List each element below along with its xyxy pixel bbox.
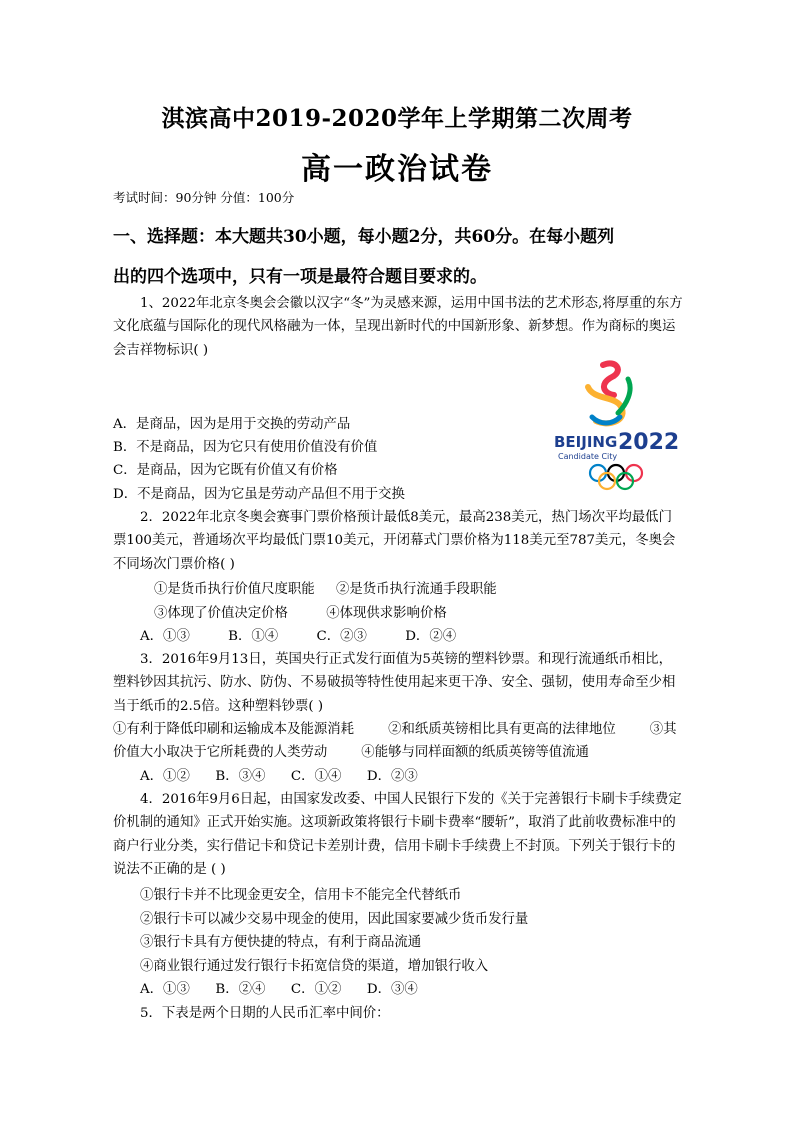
q4-stem: 4．2016年9月6日起，由国家发改委、中国人民银行下发的《关于完善银行卡刷卡手续费定价机制的通知》正式开始实施。这项新政策将银行卡刷卡费率“腰斩”，取消了此前收费标准中的商户行业分类，实行借记卡和贷记卡差别计费，信用卡刷卡手续费上不封顶。下列关于银行卡的说法不正确的是 ( ) [113, 792, 682, 878]
q3-choices: A．①② B．③④ C．①④ D．②③ [140, 769, 418, 784]
q2-stem: 2．2022年北京冬奥会赛事门票价格预计最低8美元，最高238美元，热门场次平均最低门票100美元，普通场次平均最低门票10美元，开闭幕式门票价格为118美元至787美元，冬奥会不同场次门票价格( ) [113, 510, 676, 572]
q2-choices: A．①③ B．①④ C．②③ D．②④ [140, 629, 457, 644]
q1-option-a: A．是商品，因为是用于交换的劳动产品 [113, 417, 351, 432]
exam-title: 淇滨高中2019-2020学年上学期第二次周考 [161, 105, 633, 132]
section-heading-line2: 出的四个选项中，只有一项是最符合题目要求的。 [113, 267, 487, 287]
logo-year: 2022 [618, 430, 678, 455]
beijing-2022-logo [548, 355, 678, 495]
beijing-2022-emblem-icon [548, 355, 678, 495]
q4-option-4: ④商业银行通过发行银行卡拓宽信贷的渠道，增加银行收入 [140, 959, 489, 974]
exam-subtitle: 高一政治试卷 [301, 152, 493, 187]
q4-choices: A．①③ B．②④ C．①② D．③④ [140, 982, 418, 997]
logo-text: BEIJING [554, 433, 618, 451]
q1-option-d: D．不是商品，因为它虽是劳动产品但不用于交换 [113, 487, 405, 502]
logo-sub: Candidate City [558, 452, 618, 461]
section-heading-line1: 一、选择题：本大题共30小题，每小题2分，共60分。在每小题列 [113, 227, 615, 247]
q4-option-2: ②银行卡可以减少交易中现金的使用，因此国家要减少货币发行量 [140, 912, 529, 927]
q1-option-c: C．是商品，因为它既有价值又有价格 [113, 463, 338, 478]
q3-stem: 3．2016年9月13日，英国央行正式发行面值为5英镑的塑料钞票。和现行流通纸币相比，塑料钞因其抗污、防水、防伪、不易破损等特性使用起来更干净、安全、强韧，使用寿命至少相当于纸币的2.5倍。这种塑料钞票( ) [113, 652, 676, 714]
q2-options-1-2: ①是货币执行价值尺度职能 ②是货币执行流通手段职能 [154, 582, 497, 597]
q1-option-b: B．不是商品，因为它只有使用价值没有价值 [113, 440, 378, 455]
q2-options-3-4: ③体现了价值决定价格 ④体现供求影响价格 [154, 606, 447, 621]
q4-option-1: ①银行卡并不比现金更安全，信用卡不能完全代替纸币 [140, 888, 462, 903]
q3-options: ①有利于降低印刷和运输成本及能源消耗 ②和纸质英镑相比具有更高的法律地位 ③其价值大小取决于它所耗费的人类劳动 ④能够与同样面额的纸质英镑等值流通 [113, 722, 677, 761]
q4-option-3: ③银行卡具有方便快捷的特点，有利于商品流通 [140, 935, 422, 950]
exam-info: 考试时间：90分钟 分值：100分 [113, 190, 295, 205]
q1-stem: 1、2022年北京冬奥会会徽以汉字“冬”为灵感来源，运用中国书法的艺术形态,将厚重的东方文化底蕴与国际化的现代风格融为一体，呈现出新时代的中国新形象、新梦想。作为商标的奥运会吉祥物标识( ) [113, 296, 683, 358]
q5-stem: 5．下表是两个日期的人民币汇率中间价： [140, 1006, 390, 1021]
